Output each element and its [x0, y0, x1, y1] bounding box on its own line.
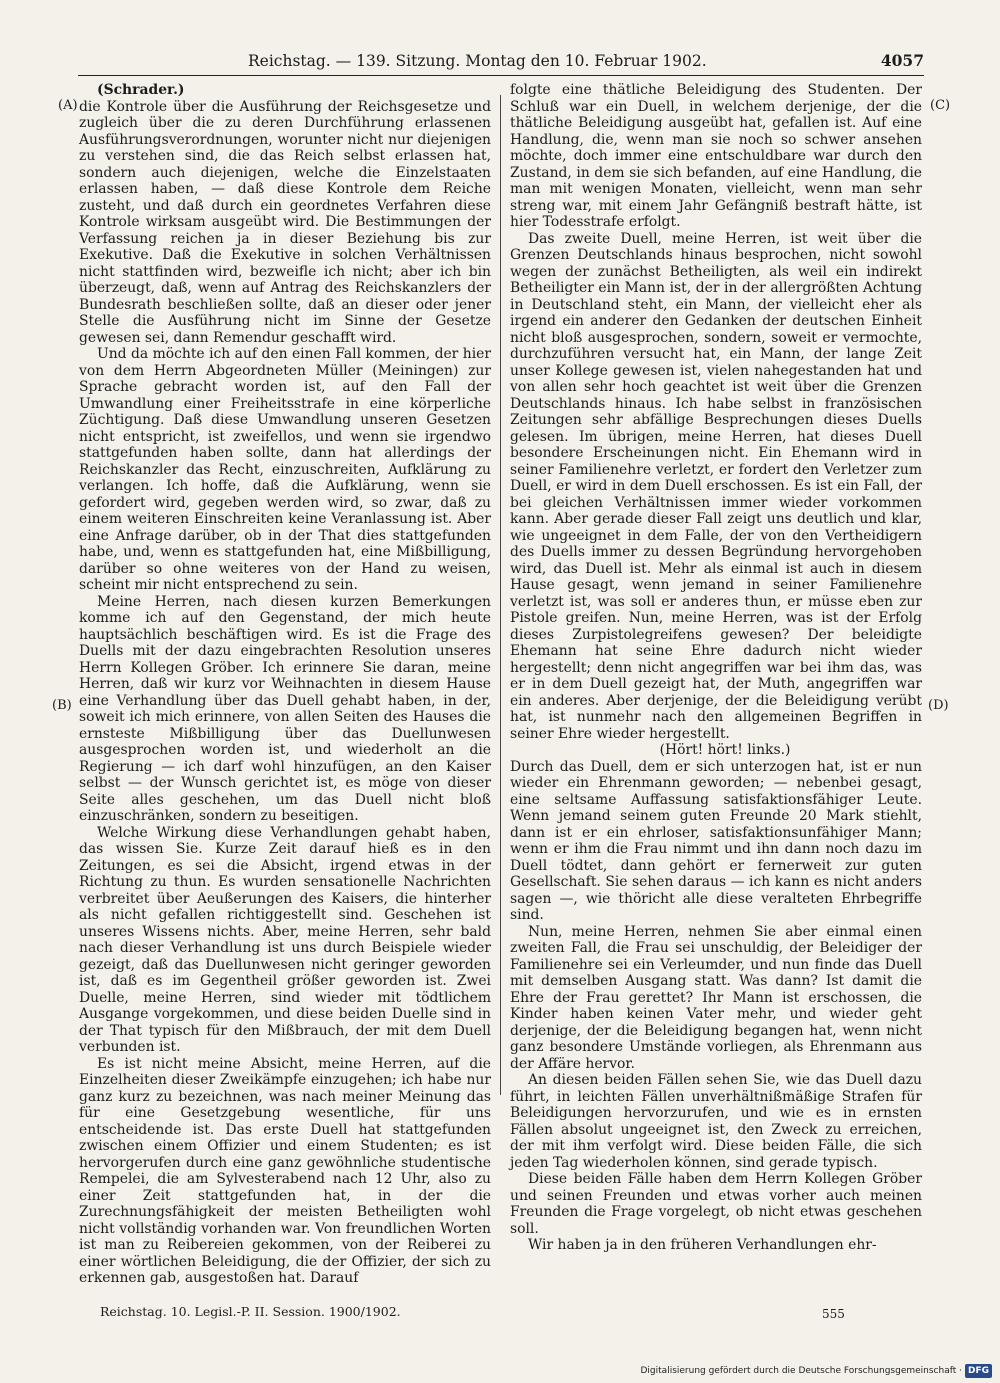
credit-text: Digitalisierung gefördert durch die Deutsche Forschungsgemeinschaft · [640, 1366, 962, 1376]
footer-session-info: Reichstag. 10. Legisl.-P. II. Session. 1900/1902. [100, 1304, 401, 1319]
stage-direction: (Hört! hört! links.) [659, 742, 791, 758]
speaker-name: (Schrader.) [97, 82, 185, 98]
left-column [79, 82, 491, 1287]
page-number: 4057 [880, 51, 924, 70]
paragraph: folgte eine thätliche Beleidigung des Studenten. Der Schluß war ein Duell, in welchem derjenige, der die thätliche Beleidigung ausgeübt hat, gefallen ist. Auf eine Handlung, die, wenn man sie noch so schwer ansehen möchte, doch immer eine entschuldbare war durch den Zustand, in dem sie sich befanden, auf eine Handlung, die man mit wenigen Monaten, vielleicht, wenn man sehr streng war, mit einem Jahr Gefängniß bestraft hätte, ist hier Todesstrafe erfolgt. [510, 82, 922, 230]
dfg-logo: DFG [965, 1364, 992, 1378]
paragraph: Und da möchte ich auf den einen Fall kommen, der hier von dem Herrn Abgeordneten Müller (Meiningen) zur Sprache gebracht worden ist, auf den Fall der Umwandlung einer Freiheitsstrafe in eine körperliche Züchtigung. Daß diese Umwandlung unseren Gesetzen nicht entspricht, ist zweifellos, und wenn sie irgendwo stattgefunden haben sollte, dann hat allerdings der Reichskanzler das Recht, einzuschreiten, Aufklärung zu verlangen. Ich hoffe, daß die Aufklärung, wenn sie gefordert wird, gegeben werden wird, so zwar, daß zu einem weiteren Einschreiten keine Veranlassung ist. Aber eine Anfrage darüber, ob in der That dies stattgefunden habe, und, wenn es stattgefunden hat, eine Mißbilligung, darüber so ohne weiteres von der Hand zu weisen, scheint mir nicht entsprechend zu sein. [79, 346, 491, 593]
right-column [510, 82, 922, 1254]
digitization-credit [641, 1364, 993, 1378]
running-title: Reichstag. — 139. Sitzung. Montag den 10. Februar 1902. [248, 52, 707, 70]
paragraph: Meine Herren, nach diesen kurzen Bemerkungen komme ich auf den Gegenstand, der mich heute hauptsächlich beschäftigen wird. Es ist die Frage des Duells mit der dazu eingebrachten Resolution unseres Herrn Kollegen Gröber. Ich erinnere Sie daran, meine Herren, daß wir kurz vor Weihnachten in diesem Hause eine Verhandlung über das Duell gehabt haben, in der, soweit ich mich erinnere, von allen Seiten des Hauses die ernsteste Mißbilligung über das Duellunwesen ausgesprochen worden ist, und wiederholt an die Regierung — ich darf wohl hinzufügen, an den Kaiser selbst — der Wunsch gerichtet ist, es möge von dieser Seite alles geschehen, um das Duell nicht bloß einzuschränken, sondern zu beseitigen. [79, 593, 491, 824]
paragraph: Es ist nicht meine Absicht, meine Herren, auf die Einzelheiten dieser Zweikämpfe einzugehen; ich habe nur ganz kurz zu bezeichnen, was nach meiner Meinung das für eine Gesetzgebung wesentliche, für uns entscheidende ist. Das erste Duell hat stattgefunden zwischen einem Offizier und einem Studenten; es ist hervorgerufen durch eine ganz gewöhnliche studentische Rempelei, die am Sylvesterabend nach 12 Uhr, also zu einer Zeit stattgefunden hat, in der die Zurechnungsfähigkeit der meisten Betheiligten wohl nicht vollständig vorhanden war. Von freundlichen Worten ist man zu Reibereien gekommen, von der Reiberei zu einer wörtlichen Beleidigung, die der Offizier, der sich zu erkennen gab, ausgestoßen hat. Darauf [79, 1055, 491, 1286]
paragraph: die Kontrole über die Ausführung der Reichsgesetze und zugleich über die zu deren Durchführung erlassenen Ausführungsverordnungen, worunter nicht nur diejenigen zu verstehen sind, die das Reich selbst erlassen hat, sondern auch diejenigen, welche die Einzelstaaten erlassen haben, — daß diese Kontrole dem Reiche zusteht, und daß durch ein geordnetes Verfahren diese Kontrole wirksam ausgeübt wird. Die Bestimmungen der Verfassung reichen ja in dieser Beziehung bis zur Exekutive. Daß die Exekutive in solchen Verhältnissen nicht stattfinden wird, bezweifle ich nicht; aber ich bin überzeugt, daß, wenn auf Antrag des Reichskanzlers der Bundesrath beschließen sollte, daß an dieser oder jener Stelle die Ausführung nicht im Sinne der Gesetze gewesen sei, dann Remendur geschafft wird. [79, 98, 491, 346]
column-divider [500, 95, 501, 1095]
header-rule [78, 75, 924, 76]
paragraph: Wir haben ja in den früheren Verhandlungen ehr- [528, 1237, 877, 1253]
paragraph: Welche Wirkung diese Verhandlungen gehabt haben, das wissen Sie. Kurze Zeit darauf hieß es in den Zeitungen, es sei die Absicht, irgend etwas in der Richtung zu thun. Es wurden sensationelle Nachrichten verbreitet über Aeußerungen des Kaisers, die hinterher als nicht gefallen richtiggestellt sind. Geschehen ist unseres Wissens nichts. Aber, meine Herren, sehr bald nach dieser Verhandlung ist uns durch Beispiele wieder gezeigt, daß das Duellunwesen nicht geringer geworden ist, daß es im Gegentheil größer geworden ist. Zwei Duelle, meine Herren, sind wieder mit tödtlichem Ausgange vorgekommen, und diese beiden Duelle sind in der That typisch für den Mißbrauch, der mit dem Duell verbunden ist. [79, 824, 491, 1055]
paragraph: An diesen beiden Fällen sehen Sie, wie das Duell dazu führt, in leichten Fällen unverhältnißmäßige Strafen für Beleidigungen hervorzurufen, und wie es in ernsten Fällen absolut ungeeignet ist, den Zweck zu erreichen, der mit ihm verfolgt wird. Diese beiden Fälle, die sich jeden Tag wiederholen können, sind gerade typisch. [510, 1072, 922, 1171]
margin-marker-d: (D) [928, 698, 949, 713]
paragraph: Diese beiden Fälle haben dem Herrn Kollegen Gröber und seinen Freunden und etwas vorher auch meinen Freunden die Frage vorgelegt, ob nicht etwas geschehen soll. [510, 1171, 922, 1237]
paragraph: Nun, meine Herren, nehmen Sie aber einmal einen zweiten Fall, die Frau sei unschuldig, der Beleidiger der Familienehre sei ein Verleumder, und nun finde das Duell mit demselben Ausgang statt. Was dann? Ist damit die Ehre der Frau gerettet? Ihr Mann ist erschossen, die Kinder haben keinen Vater mehr, und wieder geht derjenige, der die Beleidigung begangen hat, wenn nicht ganz besondere Umstände vorliegen, als Ehrenmann aus der Affäre hervor. [510, 923, 922, 1072]
margin-marker-b: (B) [52, 698, 72, 713]
margin-marker-c: (C) [930, 98, 951, 113]
paragraph: Durch das Duell, dem er sich unterzogen hat, ist er nun wieder ein Ehrenmann geworden; — nebenbei gesagt, eine seltsame Auffassung satisfaktionsfähiger Leute. Wenn jemand seinem guten Freunde 20 Mark stiehlt, dann ist er ein ehrloser, satisfaktionsunfähiger Mann; wenn er ihm die Frau nimmt und ihn dann noch dazu im Duell tödtet, dann gehört er fernerweit zur guten Gesellschaft. Sie sehen daraus — ich kann es nicht anders sagen —, wie thöricht alle diese veralteten Ehrbegriffe sind. [510, 758, 922, 923]
footer-signature-number: 555 [822, 1307, 845, 1321]
paragraph: Das zweite Duell, meine Herren, ist weit über die Grenzen Deutschlands hinaus besprochen, nicht sowohl wegen der zunächst Betheiligten, als weil ein indirekt Betheiligter ein Mann ist, der in der allergrößten Achtung in Deutschland steht, ein Mann, der vielleicht eher als irgend ein anderer den Gedanken der deutschen Einheit nicht bloß ausgesprochen, sondern, soweit er vermochte, durchzuführen versucht hat, ein Mann, der lange Zeit unser Kollege gewesen ist, vielen nahegestanden hat und von allen sehr hoch geachtet ist weit über die Grenzen Deutschlands hinaus. Ich habe selbst in französischen Zeitungen sehr abfällige Besprechungen dieses Duells gelesen. Im übrigen, meine Herren, hat dieses Duell besondere Erscheinungen nicht. Ein Ehemann wird in seiner Familienehre verletzt, er fordert den Verletzer zum Duell, er wird in dem Duell erschossen. Es ist ein Fall, der bei gleichen Verhältnissen immer wieder vorkommen kann. Aber gerade dieser Fall zeigt uns deutlich und klar, wie ungeeignet in dem Falle, der von den Vertheidigern des Duells immer zu dessen Begründung hervorgehoben wird, das Duell ist. Mehr als einmal ist auch in diesem Hause gesagt, wenn jemand in seiner Familienehre verletzt ist, was soll er anderes thun, er müsse eben zur Pistole greifen. Nun, meine Herren, was ist der Erfolg dieses Zurpistolegreifens gewesen? Der beleidigte Ehemann hat seine Ehre dadurch nicht wieder hergestellt; denn nicht angegriffen war bei ihm das, was er in dem Duell gezeigt hat, der Muth, angegriffen war ein anderes. Aber derjenige, der die Beleidigung verübt hat, ist nunmehr nach den allgemeinen Begriffen in seiner Ehre wieder hergestellt. [510, 230, 922, 742]
page-header [78, 48, 924, 74]
margin-marker-a: (A) [58, 98, 78, 113]
